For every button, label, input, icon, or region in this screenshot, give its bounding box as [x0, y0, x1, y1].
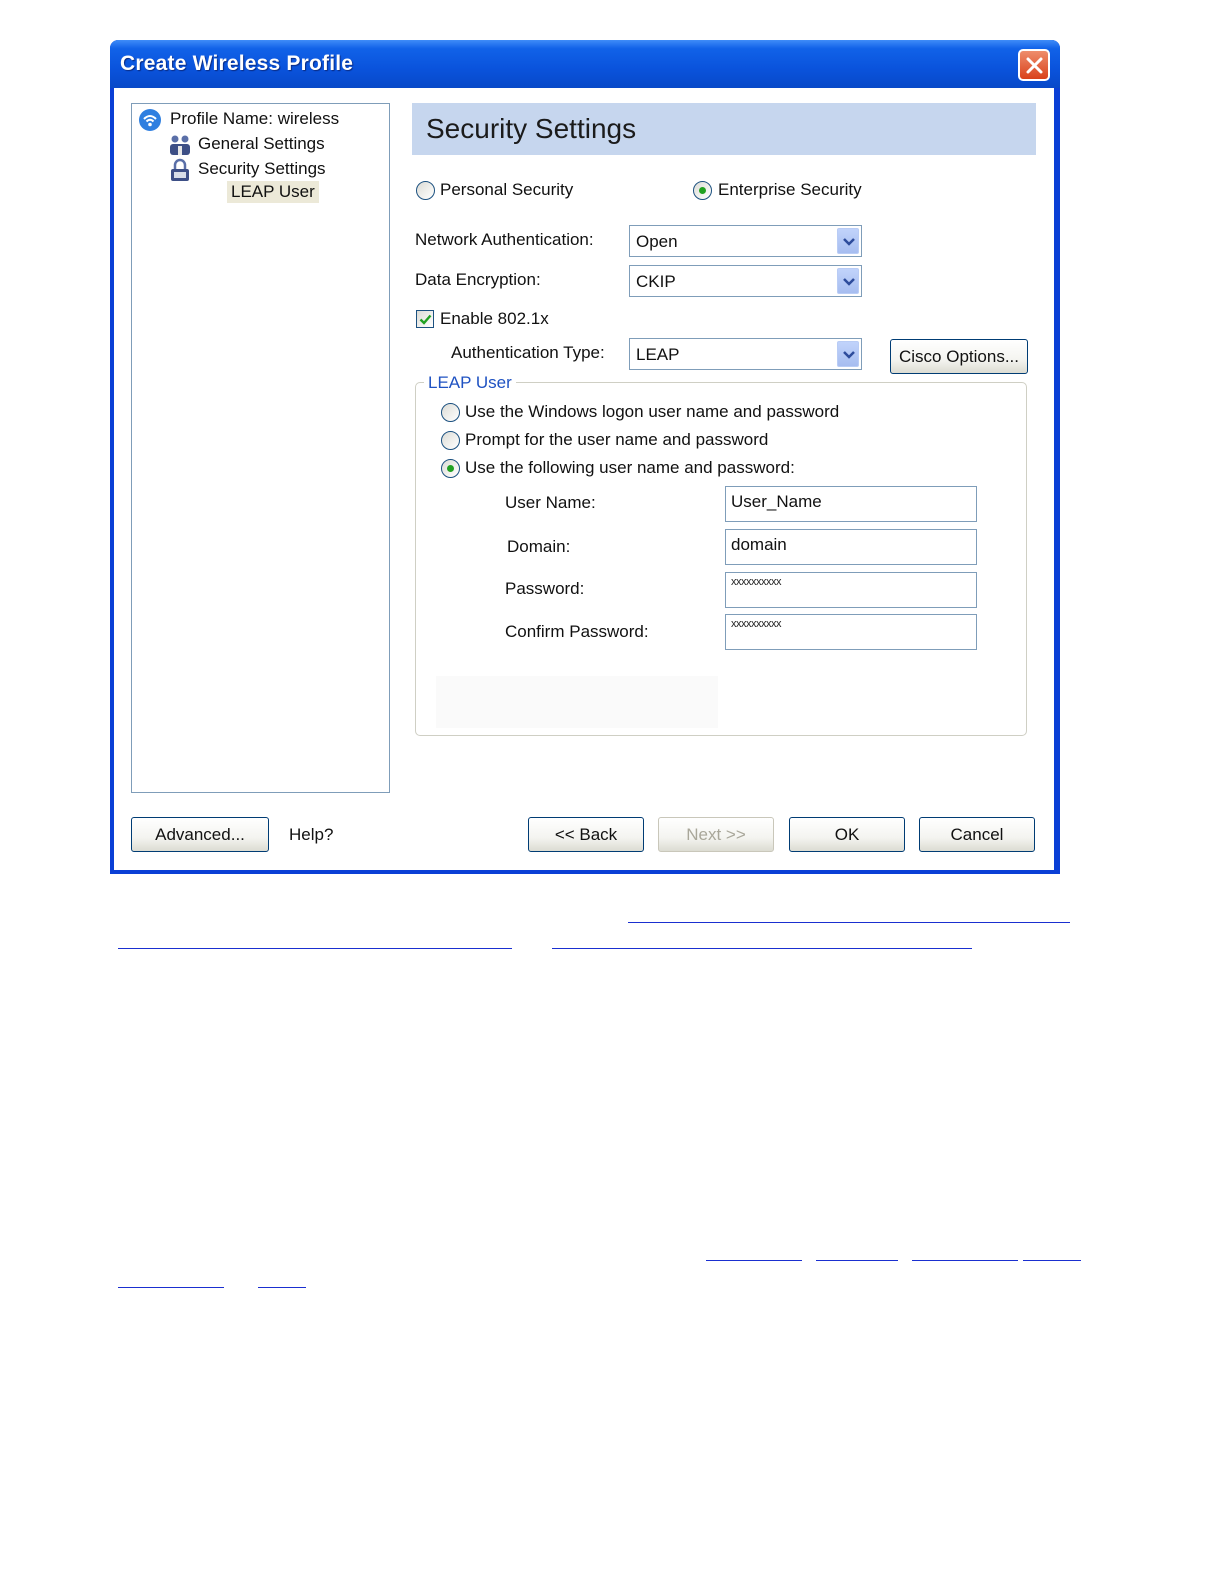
ok-button[interactable]: OK [789, 817, 905, 852]
user-name-input[interactable] [725, 486, 977, 522]
data-encryption-label: Data Encryption: [415, 270, 541, 289]
close-button[interactable] [1018, 49, 1050, 81]
domain-label: Domain: [507, 537, 571, 556]
chevron-down-icon[interactable] [837, 228, 859, 254]
leap-user-group-title: LEAP User [424, 373, 516, 393]
link-underline[interactable] [706, 1260, 802, 1261]
link-underline[interactable] [118, 948, 512, 949]
link-underline[interactable] [552, 948, 972, 949]
user-name-label: User Name: [505, 493, 596, 512]
close-icon [1025, 56, 1044, 75]
data-encryption-value: CKIP [636, 272, 676, 291]
network-auth-select[interactable] [629, 225, 862, 257]
enterprise-security-label: Enterprise Security [718, 180, 862, 199]
prompt-radio[interactable] [441, 431, 460, 450]
prompt-label: Prompt for the user name and password [465, 430, 769, 449]
confirm-password-input[interactable] [725, 614, 977, 650]
cancel-button[interactable]: Cancel [919, 817, 1035, 852]
use-following-label: Use the following user name and password: [465, 458, 795, 477]
tree-label-profile: Profile Name: wireless [170, 109, 340, 128]
domain-input[interactable] [725, 529, 977, 565]
help-link[interactable]: Help? [289, 825, 334, 844]
user-name-value: User_Name [731, 492, 822, 511]
wireless-icon [138, 108, 162, 137]
data-encryption-select[interactable] [629, 265, 862, 297]
tree-label-security-settings: Security Settings [198, 159, 326, 178]
auth-type-value: LEAP [636, 345, 680, 364]
checkmark-icon [418, 312, 433, 327]
network-auth-value: Open [636, 232, 678, 251]
create-wireless-profile-window [110, 40, 1060, 874]
empty-panel-area [436, 676, 718, 728]
cisco-options-button[interactable]: Cisco Options... [890, 339, 1028, 374]
domain-value: domain [731, 535, 787, 554]
lock-icon [168, 158, 192, 187]
window-title: Create Wireless Profile [120, 52, 354, 75]
dialog-client-area [114, 88, 1054, 870]
auth-type-label: Authentication Type: [451, 343, 605, 362]
link-underline[interactable] [1023, 1260, 1081, 1261]
advanced-button[interactable]: Advanced... [131, 817, 269, 852]
confirm-password-value: xxxxxxxxxx [731, 618, 781, 630]
chevron-down-icon[interactable] [837, 268, 859, 294]
password-input[interactable] [725, 572, 977, 608]
personal-security-radio[interactable] [416, 181, 435, 200]
password-value: xxxxxxxxxx [731, 576, 781, 588]
enable-8021x-checkbox[interactable] [416, 310, 434, 328]
title-bar[interactable] [110, 40, 1060, 88]
link-underline[interactable] [912, 1260, 1018, 1261]
back-button[interactable]: << Back [528, 817, 644, 852]
security-settings-header [412, 103, 1036, 155]
windows-logon-label: Use the Windows logon user name and password [465, 402, 840, 421]
next-button[interactable]: Next >> [658, 817, 774, 852]
profile-tree [131, 103, 390, 793]
network-auth-label: Network Authentication: [415, 230, 594, 249]
link-underline[interactable] [628, 922, 1070, 923]
password-label: Password: [505, 579, 585, 598]
windows-logon-radio[interactable] [441, 403, 460, 422]
personal-security-label: Personal Security [440, 180, 574, 199]
confirm-password-label: Confirm Password: [505, 622, 649, 641]
auth-type-select[interactable] [629, 338, 862, 370]
link-underline[interactable] [816, 1260, 898, 1261]
link-underline[interactable] [258, 1287, 306, 1288]
link-underline[interactable] [118, 1287, 224, 1288]
enable-8021x-label: Enable 802.1x [440, 309, 549, 328]
use-following-radio[interactable] [441, 459, 460, 478]
tree-label-general-settings: General Settings [198, 134, 325, 153]
chevron-down-icon[interactable] [837, 341, 859, 367]
tree-item-leap-user[interactable]: LEAP User [227, 181, 319, 203]
enterprise-security-radio[interactable] [693, 181, 712, 200]
page-title: Security Settings [426, 113, 637, 144]
